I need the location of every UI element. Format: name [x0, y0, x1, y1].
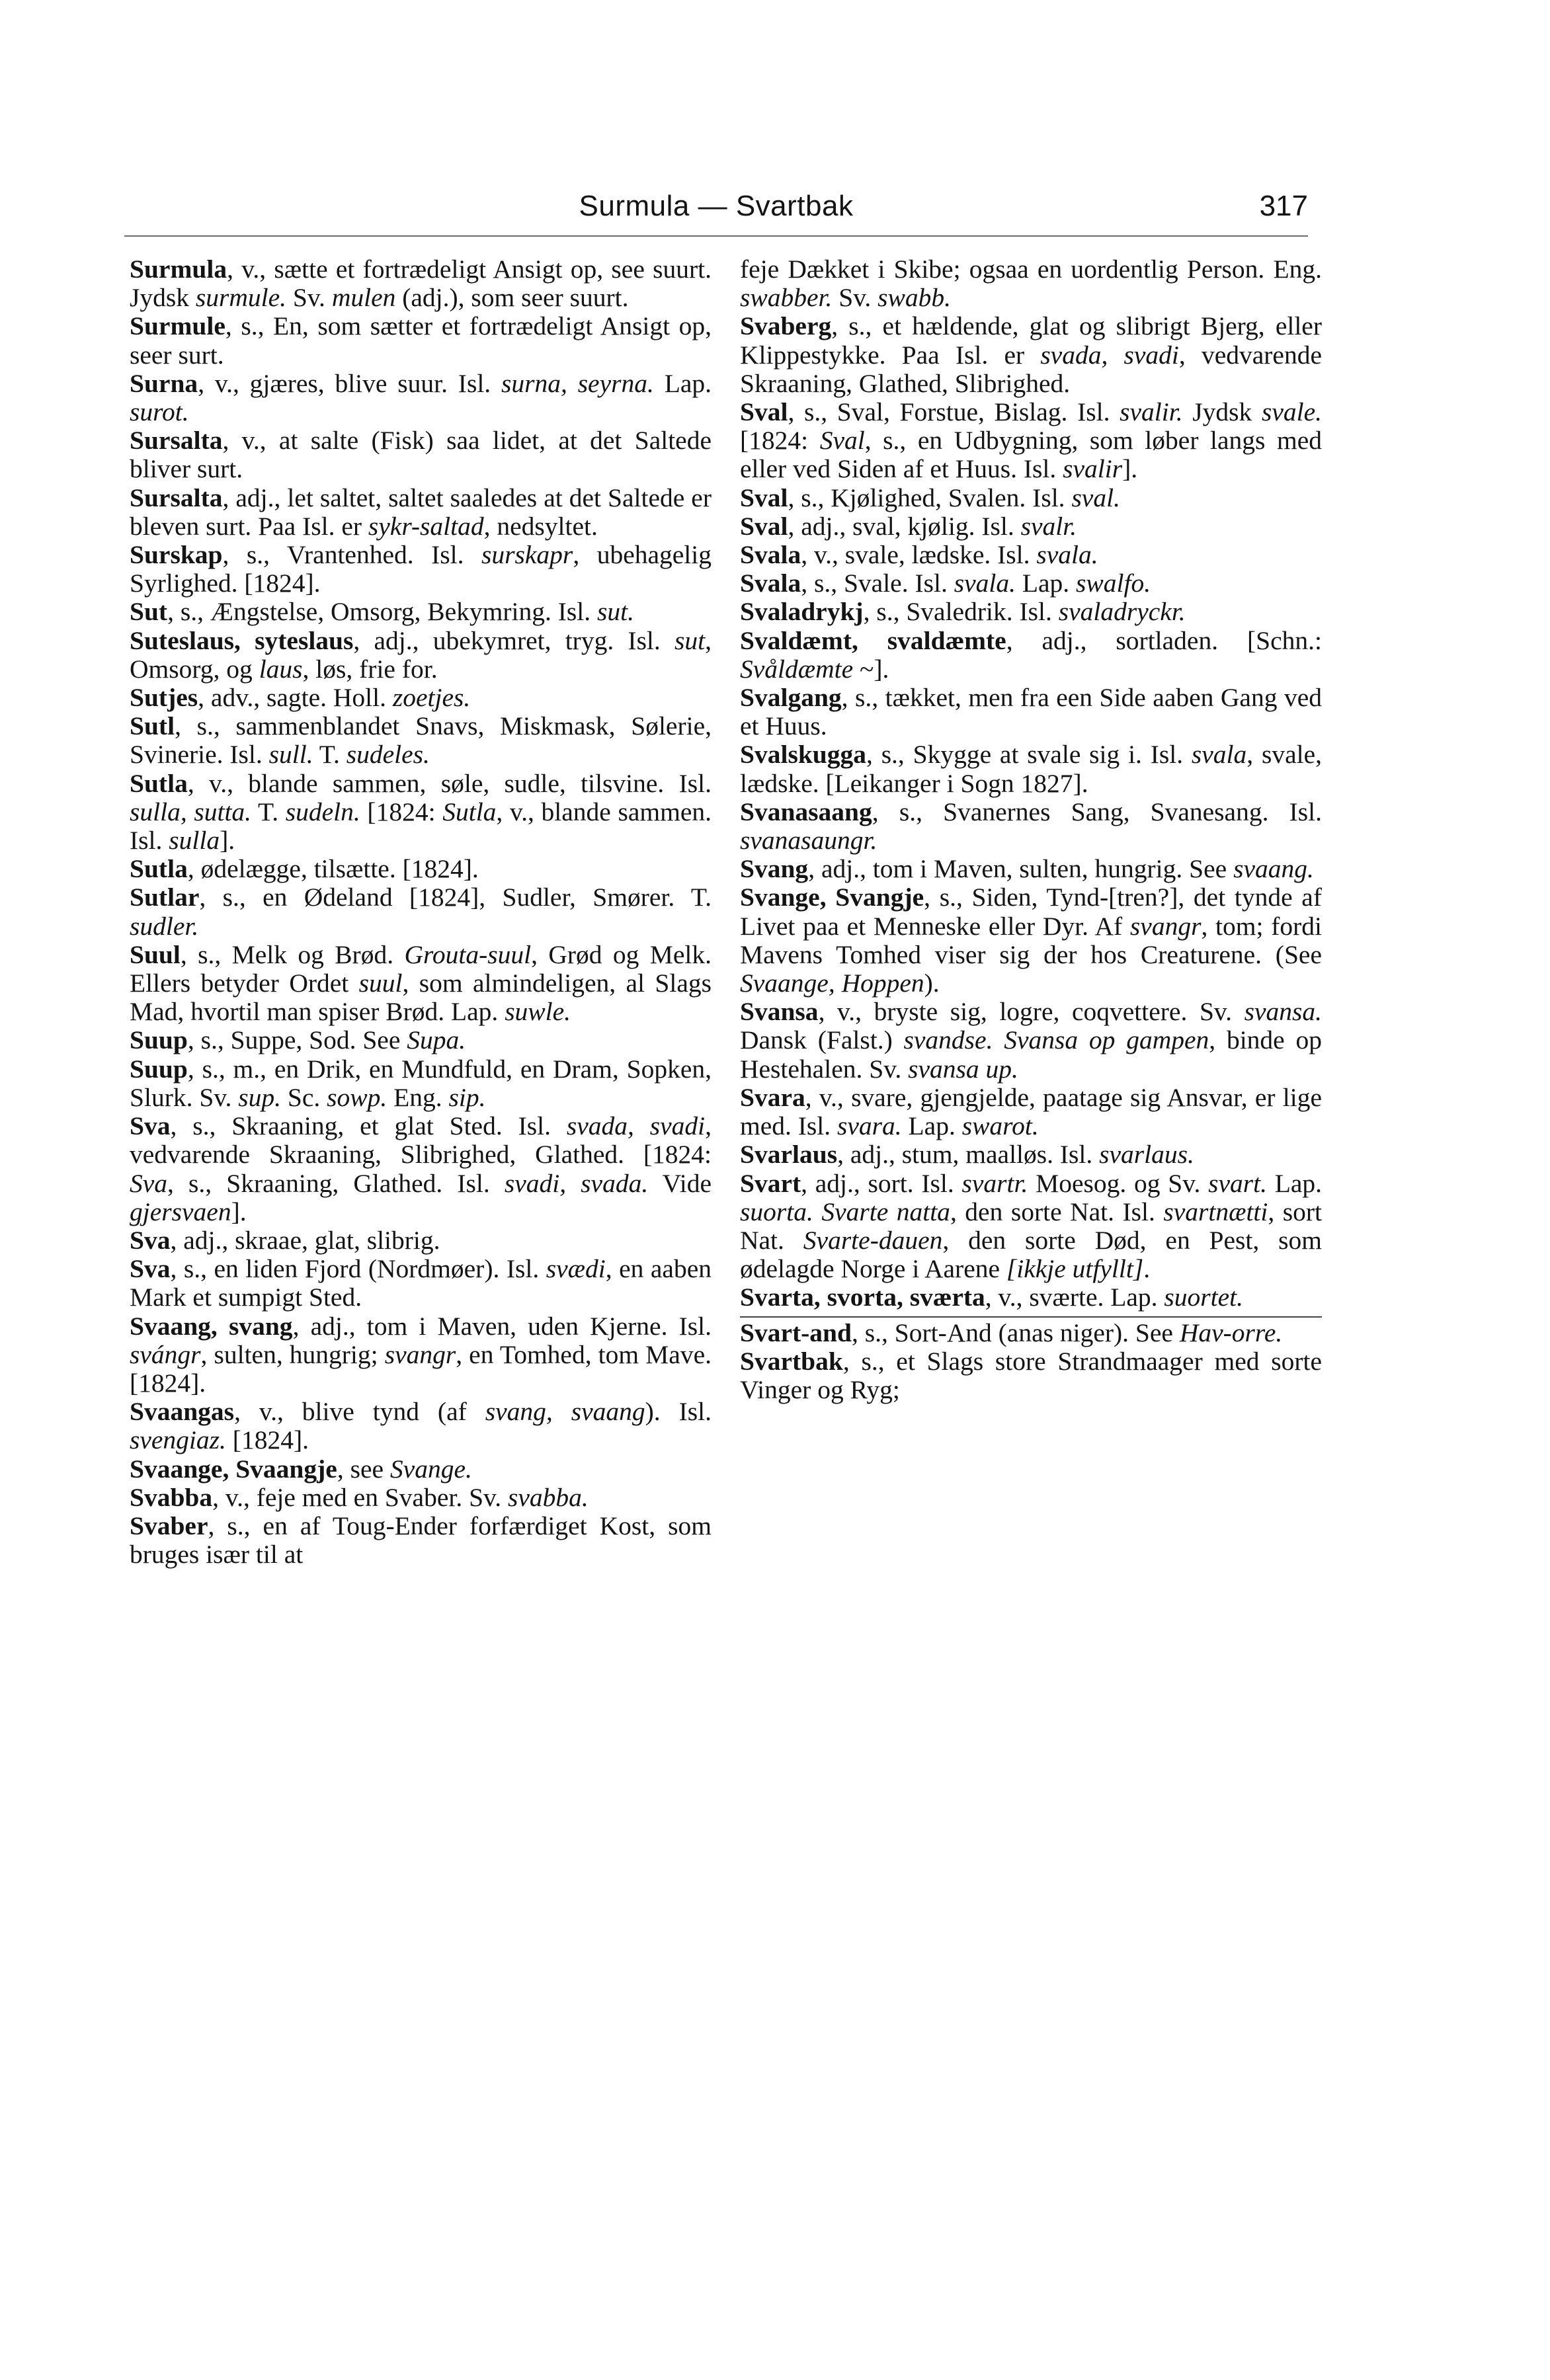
running-title: Surmula — Svartbak — [579, 190, 854, 222]
dictionary-entry: Suul, s., Melk og Brød. Grouta-suul, Grød og Melk. Ellers betyder Ordet suul, som almindeligen, al Slags Mad, hvortil man spiser Brød. Lap. suwle. — [130, 939, 712, 1027]
dictionary-entry: Svalskugga, s., Skygge at svale sig i. Isl. svala, svale, lædske. [Leikanger i Sogn 1827]. — [740, 740, 1322, 798]
dictionary-entry: Sutl, s., sammenblandet Snavs, Miskmask, Sølerie, Svinerie. Isl. sull. T. sudeles. — [130, 711, 712, 770]
dictionary-entry: Svaangas, v., blive tynd (af svang, svaang). Isl. svengiaz. [1824]. — [130, 1397, 712, 1455]
dictionary-entry: Sval, s., Sval, Forstue, Bislag. Isl. svalir. Jydsk svale. [1824: Sval, s., en Udbygning, som løber langs med eller ved Siden af et Huus. Isl. svalir]. — [740, 397, 1323, 484]
dictionary-entry: Svange, Svangje, s., Siden, Tynd-[tren?], det tynde af Livet paa et Menneske eller Dyr. Af svangr, tom; fordi Mavens Tomhed viser sig der hos Creaturene. (See Svaange, Hoppen). — [740, 883, 1322, 998]
dictionary-entry: Sva, s., Skraaning, et glat Sted. Isl. svada, svadi, vedvarende Skraaning, Slibrighed, Glathed. [1824: Sva, s., Skraaning, Glathed. Isl. svadi, svada. Vide gjersvaen]. — [130, 1111, 712, 1226]
section-rule — [740, 1316, 1322, 1318]
right-column — [740, 255, 1322, 1404]
dictionary-entry: Suteslaus, syteslaus, adj., ubekymret, tryg. Isl. sut, Omsorg, og laus, løs, frie for. — [130, 625, 712, 684]
dictionary-entry: Svaldæmt, svaldæmte, adj., sortladen. [Schn.: Svåldæmte ~]. — [740, 625, 1322, 684]
dictionary-entry: Surna, v., gjæres, blive suur. Isl. surna, seyrna. Lap. surot. — [130, 368, 712, 427]
dictionary-entry: feje Dækket i Skibe; ogsaa en uordentlig Person. Eng. swabber. Sv. swabb. — [740, 255, 1322, 313]
dictionary-entry: Sursalta, v., at salte (Fisk) saa lidet, at det Saltede bliver surt. — [130, 426, 712, 484]
dictionary-entry: Svart, adj., sort. Isl. svartr. Moesog. og Sv. svart. Lap. suorta. Svarte natta, den sorte Nat. Isl. svartnætti, sort Nat. Svarte-dauen, den sorte Død, en Pest, som ødelagde Norge i Aarene [ikkje utfyllt]. — [740, 1168, 1323, 1284]
dictionary-entry: Svart-and, s., Sort-And (anas niger). See Hav-orre. — [740, 1318, 1283, 1347]
dictionary-entry: Svalgang, s., tækket, men fra een Side aaben Gang ved et Huus. — [740, 683, 1322, 741]
dictionary-entry: Sut, s., Ængstelse, Omsorg, Bekymring. Isl. sut. — [130, 597, 634, 627]
dictionary-entry: Svaber, s., en af Toug-Ender forfærdiget Kost, som bruges især til at — [130, 1511, 712, 1569]
dictionary-entry: Svaange, Svaangje, see Svange. — [130, 1454, 472, 1484]
dictionary-entry: Sval, s., Kjølighed, Svalen. Isl. sval. — [740, 483, 1120, 512]
dictionary-entry: Sutla, v., blande sammen, søle, sudle, tilsvine. Isl. sulla, sutta. T. sudeln. [1824: Sutla, v., blande sammen. Isl. sulla]. — [130, 768, 712, 855]
header-rule — [124, 235, 1308, 237]
dictionary-entry: Sva, adj., skraae, glat, slibrig. — [130, 1225, 440, 1255]
dictionary-entry: Sursalta, adj., let saltet, saltet saaledes at det Saltede er bleven surt. Paa Isl. er sykr-saltad, nedsyltet. — [130, 483, 712, 541]
dictionary-entry: Svaang, svang, adj., tom i Maven, uden Kjerne. Isl. svángr, sulten, hungrig; svangr, en Tomhed, tom Mave. [1824]. — [130, 1311, 712, 1398]
dictionary-entry: Surmula, v., sætte et fortrædeligt Ansigt op, see suurt. Jydsk surmule. Sv. mulen (adj.), som seer suurt. — [130, 255, 712, 313]
dictionary-entry: Svala, s., Svale. Isl. svala. Lap. swalfo. — [740, 569, 1151, 598]
page-header — [124, 186, 1308, 233]
dictionary-entry: Svabba, v., feje med en Svaber. Sv. svabba. — [130, 1482, 589, 1512]
dictionary-entry: Sutlar, s., en Ødeland [1824], Sudler, Smører. T. sudler. — [130, 883, 712, 941]
left-column — [130, 255, 712, 1569]
dictionary-entry: Svarta, svorta, sværta, v., sværte. Lap. suortet. — [740, 1283, 1244, 1312]
dictionary-entry: Svanasaang, s., Svanernes Sang, Svanesang. Isl. svanasaungr. — [740, 797, 1322, 855]
page-number: 317 — [1259, 190, 1308, 222]
dictionary-entry: Suup, s., m., en Drik, en Mundfuld, en Dram, Sopken, Slurk. Sv. sup. Sc. sowp. Eng. sip. — [130, 1054, 712, 1112]
dictionary-entry: Svara, v., svare, gjengjelde, paatage sig Ansvar, er lige med. Isl. svara. Lap. swarot. — [740, 1082, 1322, 1141]
dictionary-entry: Sva, s., en liden Fjord (Nordmøer). Isl. svædi, en aaben Mark et sumpigt Sted. — [130, 1254, 712, 1312]
dictionary-entry: Surmule, s., En, som sætter et fortrædeligt Ansigt op, seer surt. — [130, 311, 712, 370]
dictionary-entry: Suup, s., Suppe, Sod. See Supa. — [130, 1025, 466, 1055]
dictionary-entry: Svaladrykj, s., Svaledrik. Isl. svaladryckr. — [740, 597, 1186, 627]
dictionary-entry: Sutla, ødelægge, tilsætte. [1824]. — [130, 854, 479, 884]
dictionary-entry: Svala, v., svale, lædske. Isl. svala. — [740, 540, 1098, 570]
dictionary-entry: Svarlaus, adj., stum, maalløs. Isl. svarlaus. — [740, 1140, 1194, 1170]
dictionary-entry: Surskap, s., Vrantenhed. Isl. surskapr, ubehagelig Syrlighed. [1824]. — [130, 540, 712, 598]
dictionary-entry: Svaberg, s., et hældende, glat og slibrigt Bjerg, eller Klippestykke. Paa Isl. er svada, svadi, vedvarende Skraaning, Glathed, Slibrighed. — [740, 311, 1322, 398]
dictionary-entry: Sval, adj., sval, kjølig. Isl. svalr. — [740, 511, 1077, 541]
dictionary-entry: Svartbak, s., et Slags store Strandmaager med sorte Vinger og Ryg; — [740, 1346, 1322, 1404]
dictionary-entry: Sutjes, adv., sagte. Holl. zoetjes. — [130, 683, 471, 713]
dictionary-entry: Svang, adj., tom i Maven, sulten, hungrig. See svaang. — [740, 854, 1314, 884]
dictionary-entry: Svansa, v., bryste sig, logre, coqvettere. Sv. svansa. Dansk (Falst.) svandse. Svansa op gampen, binde op Hestehalen. Sv. svansa up. — [740, 997, 1322, 1084]
